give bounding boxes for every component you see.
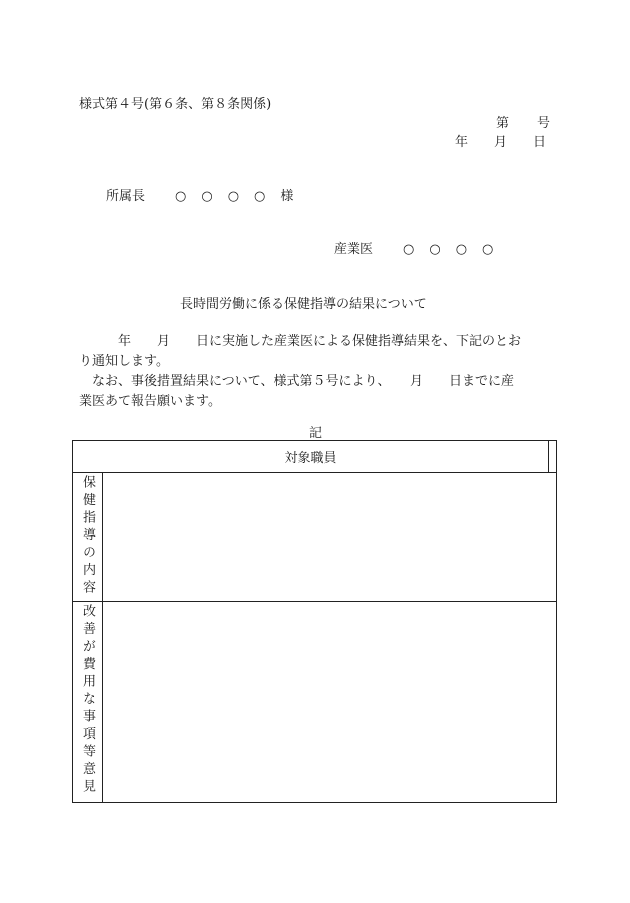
target-label: 対象職員 — [73, 441, 549, 473]
addressee-honorific: 様 — [280, 189, 294, 204]
addressee — [106, 189, 293, 205]
date-day: 日 — [533, 135, 547, 150]
sender — [334, 242, 494, 258]
addressee-label: 所属長 — [106, 189, 146, 204]
date-month: 月 — [494, 135, 508, 150]
ki-label: 記 — [309, 426, 323, 441]
issue-date — [455, 135, 546, 151]
target-row — [73, 441, 557, 473]
report-table — [72, 440, 557, 803]
addressee-name: ○ ○ ○ ○ — [175, 189, 267, 204]
document-number — [496, 116, 550, 132]
body-line-2: り通知します。 — [79, 354, 169, 369]
doc-number-suffix: 号 — [537, 116, 551, 131]
form-number: 様式第４号(第６条、第８条関係) — [79, 97, 272, 112]
sender-name: ○ ○ ○ ○ — [403, 242, 495, 257]
body-text — [79, 332, 551, 412]
guidance-value-field[interactable] — [103, 473, 557, 602]
guidance-label-cell — [73, 473, 103, 602]
guidance-label: 保健指導の内容 — [80, 475, 95, 598]
guidance-row — [73, 473, 557, 602]
doc-number-prefix: 第 — [496, 116, 510, 131]
date-year: 年 — [455, 135, 469, 150]
improvement-value-field[interactable] — [103, 602, 557, 803]
improvement-label-cell — [73, 602, 103, 803]
document-title: 長時間労働に係る保健指導の結果について — [180, 297, 427, 312]
improvement-row — [73, 602, 557, 803]
improvement-label: 改善が費用な事項等意見 — [80, 604, 95, 797]
target-value-field[interactable] — [548, 441, 556, 473]
sender-label: 産業医 — [334, 242, 374, 257]
body-line-1: 年 月 日に実施した産業医による保健指導結果を、下記のとお — [79, 334, 522, 349]
body-line-4: 業医あて報告願います。 — [79, 394, 221, 409]
body-line-3: なお、事後措置結果について、様式第５号により、 月 日までに産 — [79, 374, 514, 389]
